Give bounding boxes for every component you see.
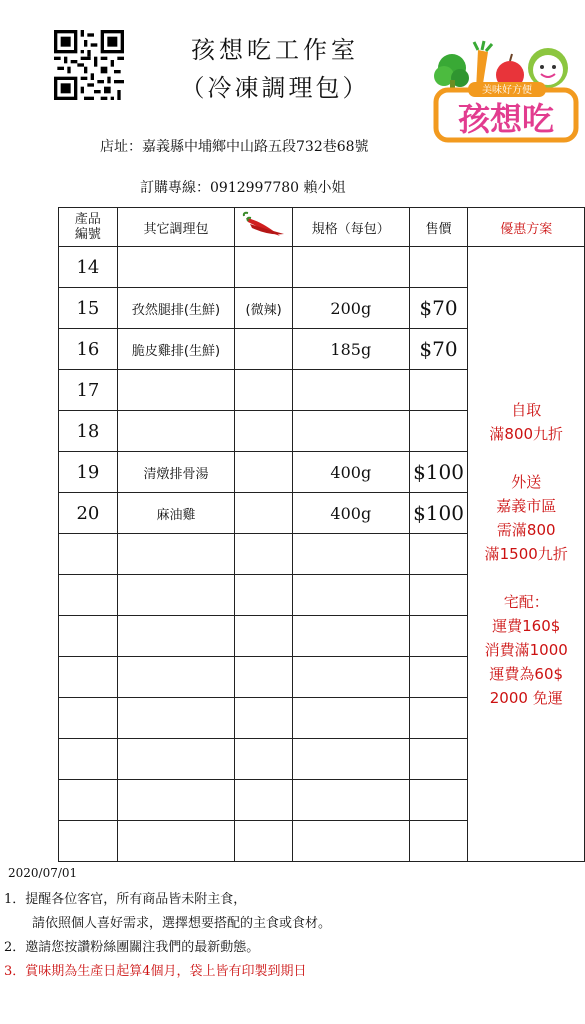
product-name: 清燉排骨湯 (117, 452, 234, 493)
product-name (117, 247, 234, 288)
spicy-level (235, 698, 293, 739)
product-name (117, 657, 234, 698)
promo-text: 自取 滿800九折 外送 嘉義市區 需滿800 滿1500九折 宅配： 運費160$ 消費滿1000 運費為60$ 2000 免運 (484, 401, 568, 707)
product-no: 19 (59, 452, 118, 493)
product-no (59, 575, 118, 616)
chili-pepper-icon (240, 210, 288, 240)
product-no (59, 534, 118, 575)
spicy-level (235, 575, 293, 616)
product-spec (293, 780, 409, 821)
product-price: $100 (409, 493, 468, 534)
product-spec (293, 247, 409, 288)
product-name (117, 739, 234, 780)
header-price: 售價 (409, 208, 468, 247)
qr-code-icon (54, 30, 124, 100)
product-no (59, 657, 118, 698)
product-spec (293, 411, 409, 452)
product-price: $70 (409, 329, 468, 370)
product-spec (293, 657, 409, 698)
spicy-level (235, 821, 293, 862)
product-no: 14 (59, 247, 118, 288)
product-no (59, 616, 118, 657)
product-no (59, 739, 118, 780)
product-name: 麻油雞 (117, 493, 234, 534)
product-spec (293, 739, 409, 780)
product-no: 15 (59, 288, 118, 329)
product-name: 孜然腿排(生鮮) (117, 288, 234, 329)
product-name (117, 821, 234, 862)
product-spec: 200g (293, 288, 409, 329)
product-spec (293, 575, 409, 616)
product-name (117, 370, 234, 411)
product-spec (293, 821, 409, 862)
product-price (409, 370, 468, 411)
product-no (59, 698, 118, 739)
product-price (409, 247, 468, 288)
product-no: 17 (59, 370, 118, 411)
product-price (409, 821, 468, 862)
product-name (117, 780, 234, 821)
shop-address: 店址：嘉義縣中埔鄉中山路五段732巷68號 (100, 139, 369, 155)
note-1-continued: 請依照個人喜好需求，選擇想要搭配的主食或食材。 (32, 916, 332, 931)
page-title: 孩想吃工作室 (191, 36, 359, 64)
product-price (409, 739, 468, 780)
header-spec: 規格（每包） (293, 208, 409, 247)
notes (4, 888, 331, 984)
product-price: $100 (409, 452, 468, 493)
spicy-level (235, 739, 293, 780)
product-no: 18 (59, 411, 118, 452)
spicy-level (235, 493, 293, 534)
spicy-level (235, 780, 293, 821)
product-spec: 185g (293, 329, 409, 370)
product-name (117, 411, 234, 452)
logo-ribbon: 美味好方便 (482, 85, 532, 96)
table-row (59, 247, 585, 288)
header-no: 產品編號 (59, 208, 118, 247)
product-spec (293, 370, 409, 411)
product-price (409, 657, 468, 698)
product-price (409, 534, 468, 575)
product-name: 脆皮雞排(生鮮) (117, 329, 234, 370)
product-price (409, 698, 468, 739)
header-spicy (235, 208, 293, 247)
product-name (117, 575, 234, 616)
brand-logo (430, 40, 580, 145)
product-name (117, 616, 234, 657)
logo-text: 孩想吃 (457, 100, 555, 138)
table-header-row (59, 208, 585, 247)
note-3: 3．賞味期為生產日起算4個月，袋上皆有印製到期日 (4, 964, 307, 979)
product-spec (293, 534, 409, 575)
product-price: $70 (409, 288, 468, 329)
spicy-level (235, 657, 293, 698)
header-promo: 優惠方案 (468, 208, 585, 247)
spicy-level (235, 534, 293, 575)
shop-phone: 訂購專線：0912997780 賴小姐 (140, 180, 346, 196)
spicy-level (235, 370, 293, 411)
product-no (59, 780, 118, 821)
product-table (58, 207, 585, 862)
product-spec (293, 698, 409, 739)
product-no: 16 (59, 329, 118, 370)
product-price (409, 780, 468, 821)
header-name: 其它調理包 (117, 208, 234, 247)
note-2: 2．邀請您按讚粉絲團關注我們的最新動態。 (4, 940, 260, 955)
page-subtitle: （冷凍調理包） (180, 74, 370, 102)
note-1: 1．提醒各位客官，所有商品皆未附主食， (4, 892, 247, 907)
spicy-level: (微辣) (235, 288, 293, 329)
spicy-level (235, 329, 293, 370)
product-price (409, 616, 468, 657)
product-spec: 400g (293, 493, 409, 534)
spicy-level (235, 452, 293, 493)
product-price (409, 411, 468, 452)
product-no: 20 (59, 493, 118, 534)
date-label: 2020/07/01 (8, 866, 78, 880)
product-no (59, 821, 118, 862)
product-spec: 400g (293, 452, 409, 493)
product-spec (293, 616, 409, 657)
spicy-level (235, 616, 293, 657)
spicy-level (235, 411, 293, 452)
spicy-level (235, 247, 293, 288)
product-name (117, 698, 234, 739)
promo-cell (468, 247, 585, 862)
product-name (117, 534, 234, 575)
product-price (409, 575, 468, 616)
